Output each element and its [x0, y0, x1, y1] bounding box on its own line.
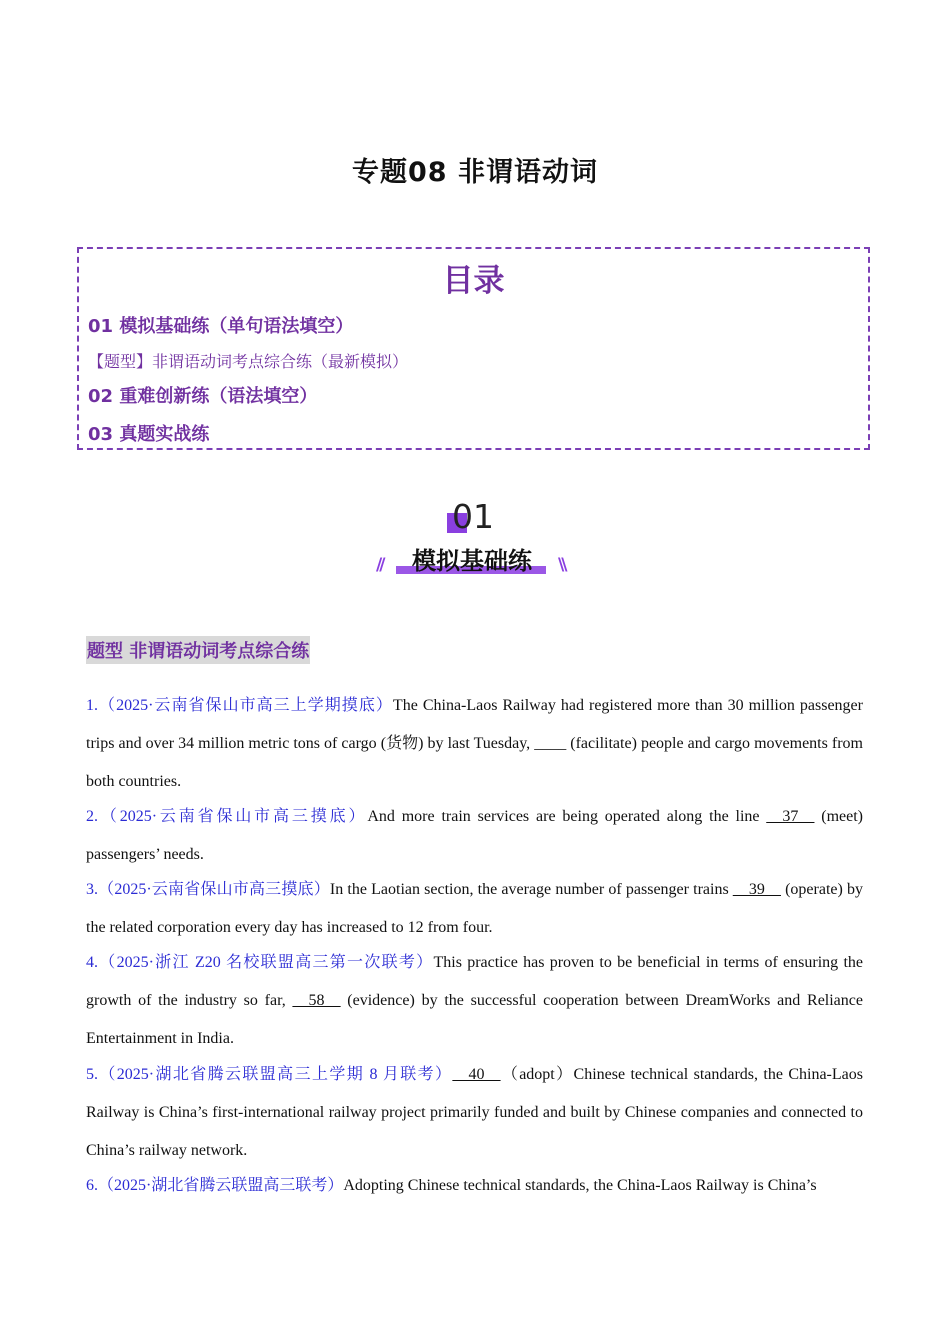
- badge-right-slash: \\: [558, 555, 565, 575]
- answer-blank[interactable]: __39__: [732, 881, 781, 898]
- toc-subitem-type[interactable]: 【题型】非谓语动词考点综合练（最新模拟）: [88, 352, 409, 371]
- question-source: 4.（2025·浙江 Z20 名校联盟高三第一次联考）: [86, 954, 434, 971]
- toc-item-02[interactable]: 02 重难创新练（语法填空）: [88, 386, 318, 407]
- question-text: (evidence) by the successful cooperation between DreamWorks and Reliance Entertainment in India.: [86, 992, 863, 1047]
- answer-blank[interactable]: __40__: [452, 1066, 501, 1083]
- question-source: 1.（2025·云南省保山市高三上学期摸底）: [86, 697, 393, 714]
- question-text: (operate) by the related corporation every day has increased to 12 from four.: [86, 881, 864, 936]
- question-text: In the Laotian section, the average number of passenger trains: [329, 881, 733, 898]
- badge-left-slash: //: [376, 555, 383, 575]
- toc-heading: 目录: [442, 263, 505, 299]
- toc-item-03[interactable]: 03 真题实战练: [88, 424, 210, 445]
- page-title: 专题08 非谓语动词: [352, 157, 598, 188]
- question-5: [86, 1056, 863, 1170]
- question-2: [86, 798, 863, 874]
- question-4: [86, 944, 863, 1058]
- question-3: [86, 871, 863, 947]
- question-source: 5.（2025·湖北省腾云联盟高三上学期 8 月联考）: [86, 1066, 453, 1083]
- question-text: This practice has proven to be beneficial in terms of ensuring the growth of the industry so far,: [86, 954, 863, 1009]
- answer-blank[interactable]: __58__: [292, 992, 341, 1009]
- question-text: The China-Laos Railway had registered more than 30 million passenger trips and over 34 million metric tons of cargo (货物) by last Tuesday,: [86, 697, 863, 752]
- section-heading: 题型 非谓语动词考点综合练: [86, 636, 310, 664]
- question-source: 6.（2025·湖北省腾云联盟高三联考）: [86, 1177, 344, 1194]
- question-source: 2.（2025·云南省保山市高三摸底）: [86, 808, 368, 825]
- toc-item-01[interactable]: 01 模拟基础练（单句语法填空）: [88, 316, 354, 337]
- question-text: (facilitate) people and cargo movements from both countries.: [86, 735, 863, 790]
- question-text: Adopting Chinese technical standards, the China-Laos Railway is China’s: [343, 1177, 817, 1194]
- answer-blank[interactable]: __37__: [766, 808, 815, 825]
- question-6: [86, 1167, 863, 1205]
- badge-label: 模拟基础练: [412, 547, 532, 575]
- section-badge: [370, 497, 580, 587]
- question-text: And more train services are being operated along the line: [367, 808, 767, 825]
- answer-blank[interactable]: ____: [534, 735, 567, 752]
- table-of-contents: [77, 247, 870, 450]
- question-text: （adopt）Chinese technical standards, the China-Laos Railway is China’s first-international railway project primarily funded and built by Chinese companies and connected to China’s railway network.: [86, 1066, 863, 1159]
- question-text: (meet) passengers’ needs.: [86, 808, 863, 863]
- question-1: [86, 687, 863, 801]
- badge-number: 01: [452, 497, 494, 536]
- question-source: 3.（2025·云南省保山市高三摸底）: [86, 881, 330, 898]
